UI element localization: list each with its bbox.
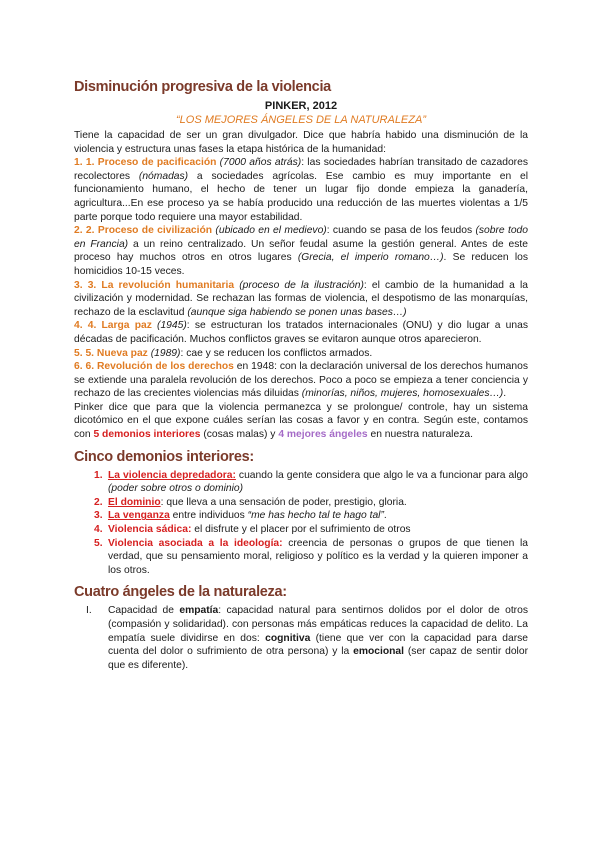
angels-list bbox=[74, 604, 528, 672]
intro-paragraph: Tiene la capacidad de ser un gran divulgador. Dice que habría habido una disminución de la violencia y estructura unas fases la etapa histórica de la humanidad: bbox=[74, 130, 528, 155]
list-item: 2. El dominio: que lleva a una sensación de poder, prestigio, gloria. bbox=[94, 496, 407, 508]
author-year: PINKER, 2012 bbox=[264, 100, 338, 112]
phase-4: 4. 4. Larga paz (1945): se estructuran los tratados internacionales (ONU) y dio lugar a unas décadas de pacificación. Muchos conflictos graves se evitaron aunque otros aparecieron. bbox=[74, 320, 528, 345]
phase-1: 1. 1. Proceso de pacificación (7000 años atrás): las sociedades habrían transitado de cazadores recolectores (nómadas) a sociedades agrícolas. Ese cambio es muy importante en el funcionamiento humano, el hecho de tener un lugar fijo donde empieza la ganadería, agricultura...En ese proceso ya se había producido una reducción de las muertes violentas a 1/5 parte porque todo requiere una mayor estabilidad. bbox=[74, 157, 528, 223]
list-item: 1. La violencia depredadora: cuando la gente considera que algo le va a funcionar para algo (poder sobre otros o dominio) bbox=[94, 469, 528, 495]
list-item: 5. Violencia asociada a la ideología: creencia de personas o grupos de que tienen la verdad, que su pensamiento moral, religioso y político es la verdad y la quieren imponer a los otros. bbox=[94, 537, 528, 576]
demons-heading: Cinco demonios interiores: bbox=[74, 448, 254, 465]
list-item: 4. Violencia sádica: el disfrute y el placer por el sufrimiento de otros bbox=[94, 524, 411, 536]
phase-2: 2. 2. Proceso de civilización (ubicado en el medievo): cuando se pasa de los feudos (sobre todo en Francia) a un reino centralizado. Un señor feudal asume la gestión general. Antes de este proceso hay muchos otros en otros lugares (Grecia, el imperio romano…). Se reducen los homicidios 10-15 veces. bbox=[74, 225, 529, 277]
document-page bbox=[74, 78, 528, 672]
list-item: I. Capacidad de empatía: capacidad natural para sentirnos dolidos por el dolor de otros (compasión y solidaridad). con personas más empáticas reduces la capacidad de delito. La empatía suele dividirse en dos: cognitiva (tiene que ver con la capacidad para darse cuenta del dolor o sufrimiento de otra persona) y la emocional (ser capaz de sentir dolor que es diferente). bbox=[86, 605, 528, 671]
angels-count: 4 mejores ángeles bbox=[278, 429, 368, 441]
pinker-paragraph: Pinker dice que para que la violencia permanezca y se prolongue/ controle, hay un sistema dicotómico en el que expone cuáles serían las cosas a favor y en contra. Según este, contamos con 5 demonios interiores (cosas malas) y 4 mejores ángeles en nuestra naturaleza. bbox=[74, 401, 528, 441]
angels-heading: Cuatro ángeles de la naturaleza: bbox=[74, 584, 287, 601]
page-title: Disminución progresiva de la violencia bbox=[74, 79, 331, 95]
demons-count: 5 demonios interiores bbox=[93, 429, 201, 441]
demons-list bbox=[74, 469, 528, 578]
phase-5: 5. 5. Nueva paz (1989): cae y se reducen los conflictos armados. bbox=[74, 347, 373, 359]
list-item: 3. La venganza entre individuos “me has hecho tal te hago tal”. bbox=[94, 510, 387, 522]
phase-3: 3. 3. La revolución humanitaria (proceso de la ilustración): el cambio de la humanidad a la civilización y modernidad. Se rechazan las formas de violencia, el despotismo de las monarquías, rechazo de la esclavitud (aunque siga habiendo se ponen unas bases…) bbox=[74, 279, 528, 318]
book-title: “LOS MEJORES ÁNGELES DE LA NATURALEZA” bbox=[175, 114, 426, 126]
phase-6: 6. 6. Revolución de los derechos en 1948: con la declaración universal de los derechos humanos se extiende una paralela revolución de los derechos. Poco a poco se empieza a tener conciencia y rechazo de las crecientes violencias más diluidas (minorías, niños, mujeres, homosexuales…). bbox=[74, 361, 528, 400]
